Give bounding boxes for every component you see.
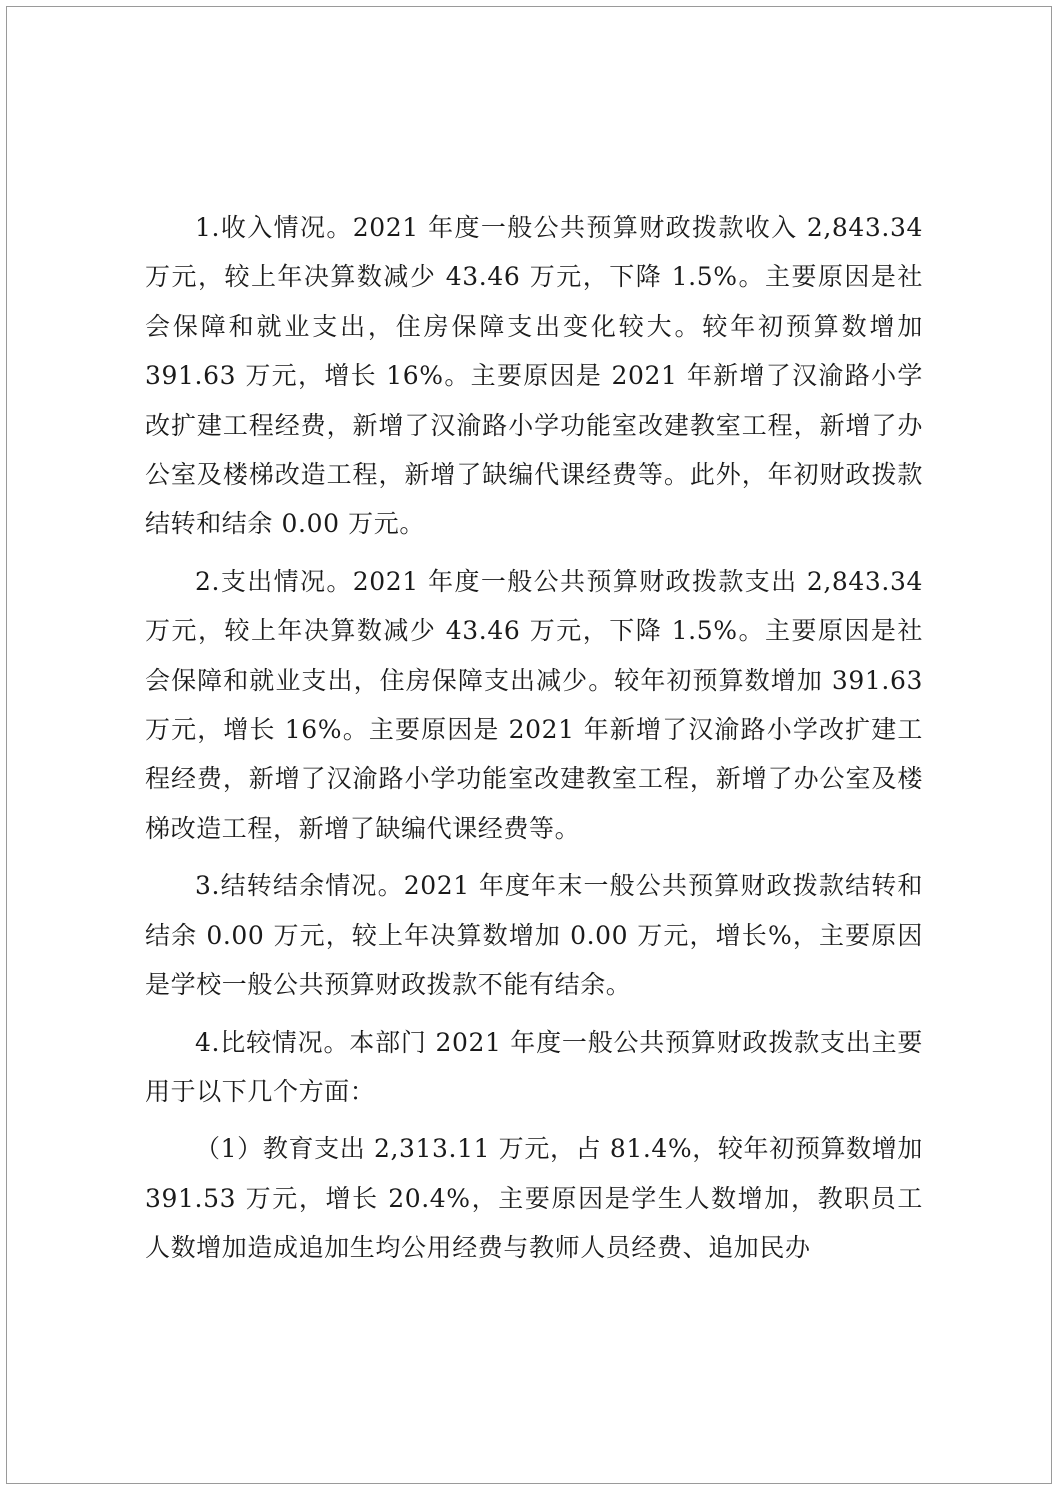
paragraph-comparison: 4.比较情况。本部门 2021 年度一般公共预算财政拨款支出主要用于以下几个方面： xyxy=(145,1027,923,1106)
document-page xyxy=(6,6,1052,1484)
paragraph-income: 1.收入情况。2021 年度一般公共预算财政拨款收入 2,843.34 万元，较上年决算数减少 43.46 万元，下降 1.5%。主要原因是社会保障和就业支出，住房保障支出变化较大。较年初预算数增加 391.63 万元，增长 16%。主要原因是 2021 年新增了汉渝路小学改扩建工程经费，新增了汉渝路小学功能室改建教室工程，新增了办公室及楼梯改造工程，新增了缺编代课经费等。此外，年初财政拨款结转和结余 0.00 万元。 xyxy=(145,213,923,539)
paragraph-carryover: 3.结转结余情况。2021 年度年末一般公共预算财政拨款结转和结余 0.00 万元，较上年决算数增加 0.00 万元，增长%，主要原因是学校一般公共预算财政拨款不能有结余。 xyxy=(145,871,923,1000)
paragraph-education-expenditure: （1）教育支出 2,313.11 万元，占 81.4%，较年初预算数增加 391.53 万元，增长 20.4%，主要原因是学生人数增加，教职员工人数增加造成追加生均公用经费与教师人员经费、追加民办 xyxy=(145,1134,923,1263)
document-body xyxy=(145,203,923,1281)
paragraph-expenditure: 2.支出情况。2021 年度一般公共预算财政拨款支出 2,843.34 万元，较上年决算数减少 43.46 万元，下降 1.5%。主要原因是社会保障和就业支出，住房保障支出减少。较年初预算数增加 391.63 万元，增长 16%。主要原因是 2021 年新增了汉渝路小学改扩建工程经费，新增了汉渝路小学功能室改建教室工程，新增了办公室及楼梯改造工程，新增了缺编代课经费等。 xyxy=(145,566,923,843)
